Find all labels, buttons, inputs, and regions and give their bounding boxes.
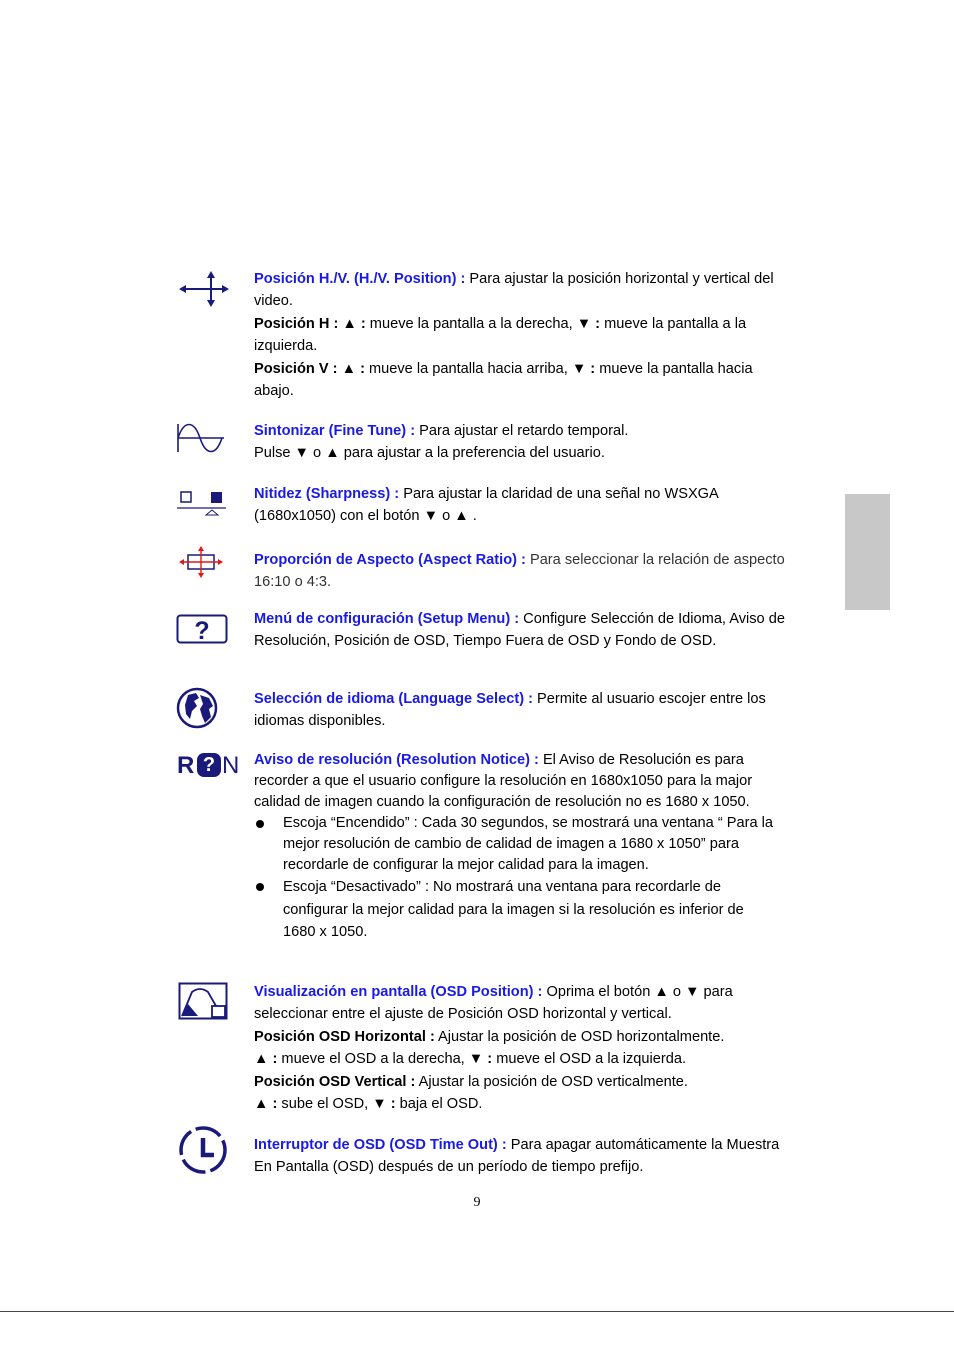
aspect-title: Proporción de Aspecto (Aspect Ratio) : [254,552,526,568]
language-desc: Selección de idioma (Language Select) : Permite al usuario escojer entre los idiomas disponibles. [254,691,766,730]
entry-timeout [254,1134,794,1179]
footer-divider [0,1311,954,1312]
timeout-desc: Interruptor de OSD (OSD Time Out) : Para apagar automáticamente la Muestra En Pantalla (OSD) después de un período de tiempo prefijo. [254,1137,780,1176]
osd-v-line: Posición OSD Vertical : Ajustar la posición de OSD verticalmente. [254,1073,688,1090]
resolution-notice-icon [177,752,239,780]
osd-h-keys: ▲ : mueve el OSD a la derecha, ▼ : mueve el OSD a la izquierda. [254,1051,687,1068]
entry-resolution [254,750,774,944]
timeout-title: Interruptor de OSD (OSD Time Out) : [254,1137,507,1153]
entry-osdposition [254,981,799,1115]
resolution-icon-q: ? [197,753,221,777]
aspect-ratio-icon [179,546,223,578]
list-item: Escoja “Encendido” : Cada 30 segundos, se mostrará una ventana “ Para la mejor resolución de cambio de calidad de imagen a 1680 x 1050” para recordarle de configurar la mejor calidad para la imagen. [254,813,774,876]
language-title: Selección de idioma (Language Select) : [254,691,533,707]
setup-desc: Menú de configuración (Setup Menu) : Configure Selección de Idioma, Aviso de Resolución, Posición de OSD, Tiempo Fuera de OSD y Fondo de OSD. [254,611,785,650]
resolution-icon-n: N [222,752,240,779]
aspect-desc: Proporción de Aspecto (Aspect Ratio) : Para seleccionar la relación de aspecto 16:10 o 4:3. [254,552,785,591]
clock-icon [177,1126,229,1174]
finetune-title: Sintonizar (Fine Tune) : [254,423,416,439]
resolution-bullets [254,813,774,944]
position-title: Posición H./V. (H./V. Position) : [254,271,466,287]
entry-finetune [254,420,794,465]
resolution-icon-r: R [177,752,195,779]
globe-icon [176,687,218,729]
crosshair-arrows-icon [177,270,231,308]
setup-title: Menú de configuración (Setup Menu) : [254,611,520,627]
sine-wave-icon [176,422,226,454]
position-desc: Posición H./V. (H./V. Position) : Para ajustar la posición horizontal y vertical del video. [254,271,774,310]
entry-language [254,688,794,733]
position-v-line: Posición V : ▲ : mueve la pantalla hacia arriba, ▼ : mueve la pantalla hacia abajo. [254,360,753,400]
sharpness-title: Nitidez (Sharpness) : [254,486,400,502]
entry-sharpness [254,483,794,528]
resolution-desc: Aviso de resolución (Resolution Notice) : El Aviso de Resolución es para recorder a que el usuario configure la resolución en 1680x1050 para la major calidad de imagen cuando la configuración de resolución no es 1680 x 1050. [254,752,753,810]
osdposition-desc: Visualización en pantalla (OSD Position) : Oprima el botón ▲ o ▼ para seleccionar entre el ajuste de Posición OSD horizontal y vertical. [254,984,733,1023]
osd-position-icon [178,982,228,1020]
question-mark-icon [176,614,228,644]
resolution-title: Aviso de resolución (Resolution Notice) : [254,752,539,768]
list-item: Escoja “Desactivado” : No mostrará una ventana para recordarle de configurar la mejor calidad para la imagen si la resolución es inferior de 1680 x 1050. [254,876,774,944]
side-tab [845,494,890,610]
entry-position [254,268,794,402]
sharpness-squares-icon [176,488,228,518]
osd-h-line: Posición OSD Horizontal : Ajustar la posición de OSD horizontalmente. [254,1028,725,1045]
finetune-line2: Pulse ▼ o ▲ para ajustar a la preferencia del usuario. [254,445,605,462]
entry-setup [254,608,794,653]
svg-text:?: ? [194,617,210,644]
finetune-desc: Sintonizar (Fine Tune) : Para ajustar el retardo temporal. [254,423,629,439]
osdposition-title: Visualización en pantalla (OSD Position) : [254,984,543,1000]
page-number: 9 [473,1195,481,1210]
osd-v-keys: ▲ : sube el OSD, ▼ : baja el OSD. [254,1096,483,1113]
sharpness-desc: Nitidez (Sharpness) : Para ajustar la claridad de una señal no WSXGA (1680x1050) con el botón ▼ o ▲ . [254,486,718,525]
entry-aspect [254,549,794,594]
position-h-line: Posición H : ▲ : mueve la pantalla a la derecha, ▼ : mueve la pantalla a la izquierda. [254,315,747,355]
